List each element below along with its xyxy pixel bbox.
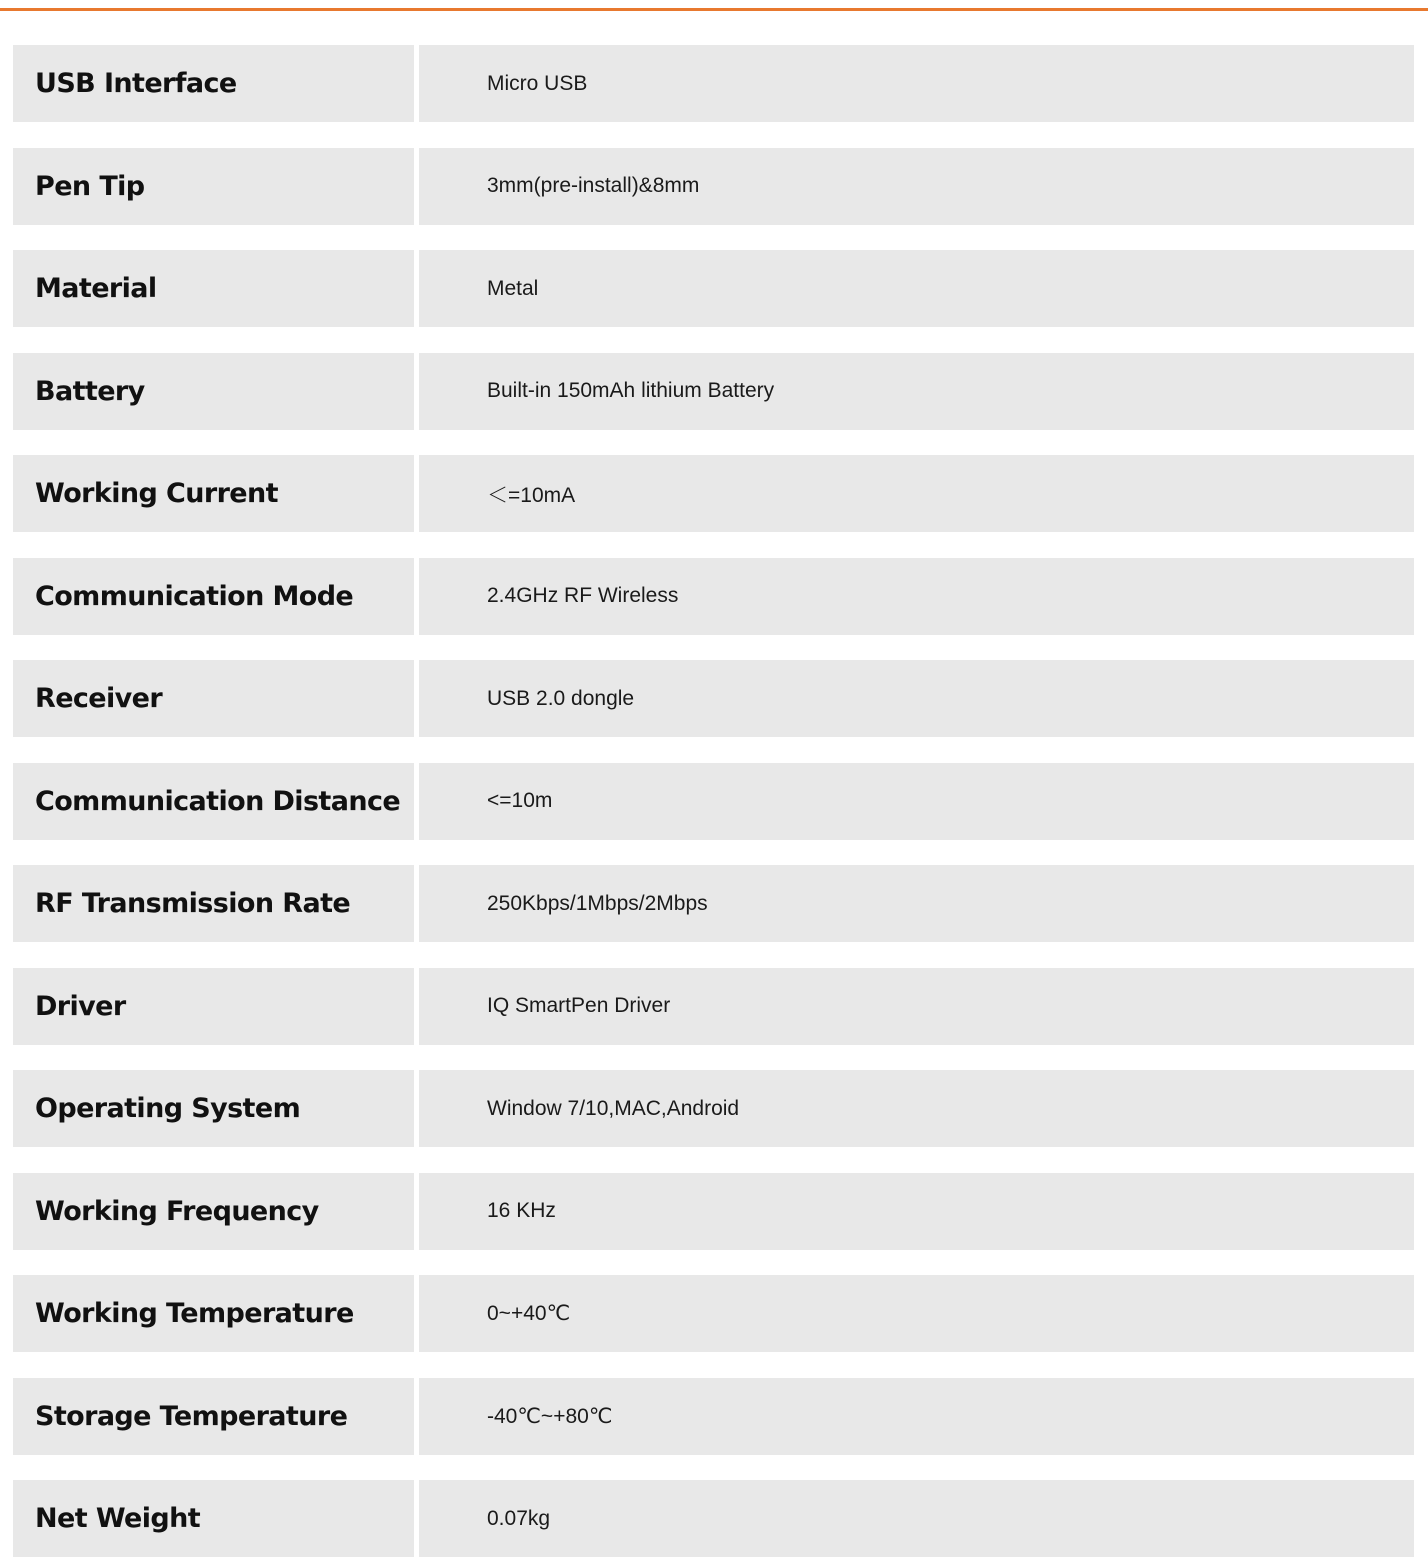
spec-row-battery	[13, 353, 1414, 430]
spec-row-storage-temperature	[13, 1378, 1414, 1455]
spec-row-driver	[13, 968, 1414, 1045]
spec-row-net-weight	[13, 1480, 1414, 1557]
spec-label: Working Current	[13, 455, 414, 532]
spec-row-rf-transmission-rate	[13, 865, 1414, 942]
spec-value: 2.4GHz RF Wireless	[419, 558, 1414, 635]
spec-label: Pen Tip	[13, 148, 414, 225]
spec-value: 16 KHz	[419, 1173, 1414, 1250]
spec-label: USB Interface	[13, 45, 414, 122]
spec-label: Operating System	[13, 1070, 414, 1147]
spec-label: Material	[13, 250, 414, 327]
spec-value: Window 7/10,MAC,Android	[419, 1070, 1414, 1147]
spec-value: <=10m	[419, 763, 1414, 840]
spec-row-usb-interface	[13, 45, 1414, 122]
spec-label: Working Frequency	[13, 1173, 414, 1250]
spec-row-receiver	[13, 660, 1414, 737]
spec-table	[13, 45, 1414, 1557]
spec-label: Working Temperature	[13, 1275, 414, 1352]
spec-label: Net Weight	[13, 1480, 414, 1557]
spec-row-working-current	[13, 455, 1414, 532]
spec-row-communication-mode	[13, 558, 1414, 635]
spec-row-working-temperature	[13, 1275, 1414, 1352]
spec-label: RF Transmission Rate	[13, 865, 414, 942]
spec-value: Micro USB	[419, 45, 1414, 122]
spec-label: Communication Mode	[13, 558, 414, 635]
spec-row-material	[13, 250, 1414, 327]
spec-value: Built-in 150mAh lithium Battery	[419, 353, 1414, 430]
spec-value: 250Kbps/1Mbps/2Mbps	[419, 865, 1414, 942]
spec-label: Driver	[13, 968, 414, 1045]
spec-value: 0.07kg	[419, 1480, 1414, 1557]
spec-value: Metal	[419, 250, 1414, 327]
spec-label: Communication Distance	[13, 763, 414, 840]
spec-row-communication-distance	[13, 763, 1414, 840]
spec-label: Battery	[13, 353, 414, 430]
spec-value: USB 2.0 dongle	[419, 660, 1414, 737]
spec-value: 3mm(pre-install)&8mm	[419, 148, 1414, 225]
spec-row-pen-tip	[13, 148, 1414, 225]
spec-value: 0~+40℃	[419, 1275, 1414, 1352]
top-accent-rule	[0, 8, 1428, 11]
spec-label: Receiver	[13, 660, 414, 737]
spec-value: IQ SmartPen Driver	[419, 968, 1414, 1045]
spec-value: ＜=10mA	[419, 455, 1414, 532]
spec-value: -40℃~+80℃	[419, 1378, 1414, 1455]
spec-row-working-frequency	[13, 1173, 1414, 1250]
spec-label: Storage Temperature	[13, 1378, 414, 1455]
spec-row-operating-system	[13, 1070, 1414, 1147]
